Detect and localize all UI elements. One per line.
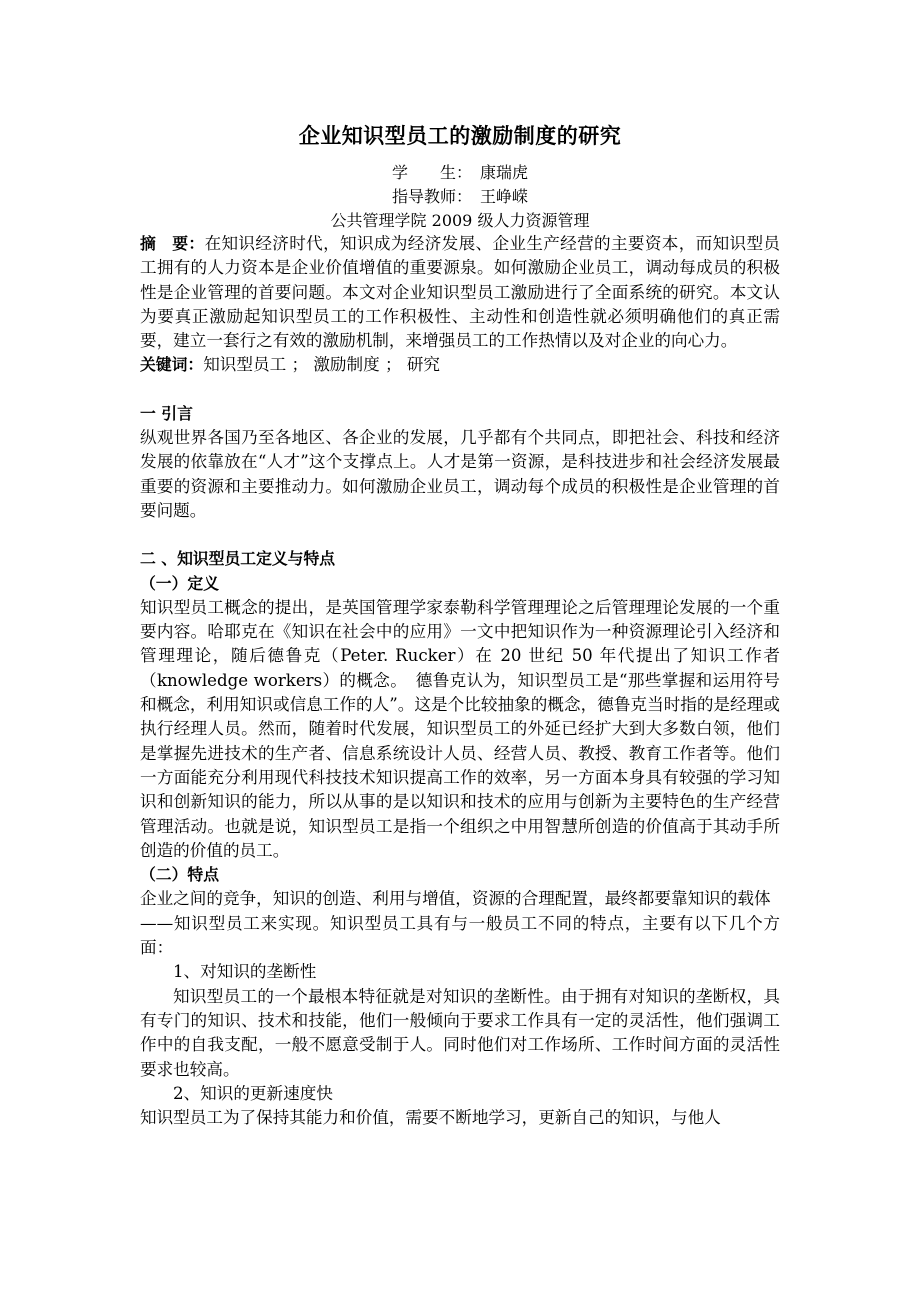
page-title: 企业知识型员工的激励制度的研究 xyxy=(298,124,622,148)
keywords-text: 知识型员工 ； 激励制度 ； 研究 xyxy=(203,355,441,375)
school-line: 公共管理学院 2009 级人力资源管理 xyxy=(330,211,590,230)
student-line: 学 生： 康瑞虎 xyxy=(391,163,528,182)
advisor-line: 指导教师： 王峥嵘 xyxy=(391,187,528,206)
document-body xyxy=(140,232,780,1130)
spacer xyxy=(140,523,780,547)
subsection-features-heading: （二）特点 xyxy=(140,865,219,885)
features-paragraph-1: 企业之间的竞争，知识的创造、利用与增值，资源的合理配置，最终都要靠知识的载体 xyxy=(140,889,771,909)
features-paragraph-2: ——知识型员工来实现。知识型员工具有与一般员工不同的特点，主要有以下几个方面： xyxy=(140,913,780,958)
keywords xyxy=(140,353,780,377)
subsection-definition-heading: （一）定义 xyxy=(140,573,219,593)
section-1-heading: 一 引言 xyxy=(140,403,193,423)
item-2-paragraph: 知识型员工为了保持其能力和价值，需要不断地学习，更新自己的知识，与他人 xyxy=(140,1108,721,1128)
definition-paragraph: 知识型员工概念的提出，是英国管理学家泰勒科学管理理论之后管理理论发展的一个重要内容。哈耶克在《知识在社会中的应用》一文中把知识作为一种资源理论引入经济和管理理论，随后德鲁克（Peter. Rucker）在 20 世纪 50 年代提出了知识工作者（knowledge workers）的概念。 德鲁克认为，知识型员工是“那些掌握和运用符号和概念，利用知识或信息工作的人”。这是个比较抽象的概念，德鲁克当时指的是经理或执行经理人员。然而，随着时代发展，知识型员工的外延已经扩大到大多数白领，他们是掌握先进技术的生产者、信息系统设计人员、经营人员、教授、教育工作者等。他们一方面能充分利用现代科技技术知识提高工作的效率，另一方面本身具有较强的学习知识和创新知识的能力，所以从事的是以知识和技术的应用与创新为主要特色的生产经营管理活动。也就是说，知识型员工是指一个组织之中用智慧所创造的价值高于其动手所创造的价值的员工。 xyxy=(140,597,780,860)
item-1-paragraph: 知识型员工的一个最根本特征就是对知识的垄断性。由于拥有对知识的垄断权，具有专门的知识、技术和技能，他们一般倾向于要求工作具有一定的灵活性，他们强调工作中的自我支配，一般不愿意受制于人。同时他们对工作场所、工作时间方面的灵活性要求也较高。 xyxy=(140,986,780,1079)
abstract-label: 摘 要： xyxy=(140,234,205,253)
item-1-heading: 1、对知识的垄断性 xyxy=(173,962,317,982)
keywords-label: 关键词： xyxy=(140,355,204,375)
spacer xyxy=(140,378,780,402)
abstract-text: 在知识经济时代，知识成为经济发展、企业生产经营的主要资本，而知识型员工拥有的人力资本是企业价值增值的重要源泉。如何激励企业员工，调动每成员的积极性是企业管理的首要问题。本文对企业知识型员工激励进行了全面系统的研究。本文认为要真正激励起知识型员工的工作积极性、主动性和创造性就必须明确他们的真正需要，建立一套行之有效的激励机制，来增强员工的工作热情以及对企业的向心力。 xyxy=(140,234,780,351)
section-1-paragraph: 纵观世界各国乃至各地区、各企业的发展，几乎都有个共同点，即把社会、科技和经济发展的依靠放在“人才”这个支撑点上。人才是第一资源，是科技进步和社会经济发展最重要的资源和主要推动力。如何激励企业员工，调动每个成员的积极性是企业管理的首要问题。 xyxy=(140,428,780,520)
item-2-heading: 2、知识的更新速度快 xyxy=(173,1083,333,1103)
abstract xyxy=(140,232,780,353)
section-2-heading: 二 、知识型员工定义与特点 xyxy=(140,549,336,569)
